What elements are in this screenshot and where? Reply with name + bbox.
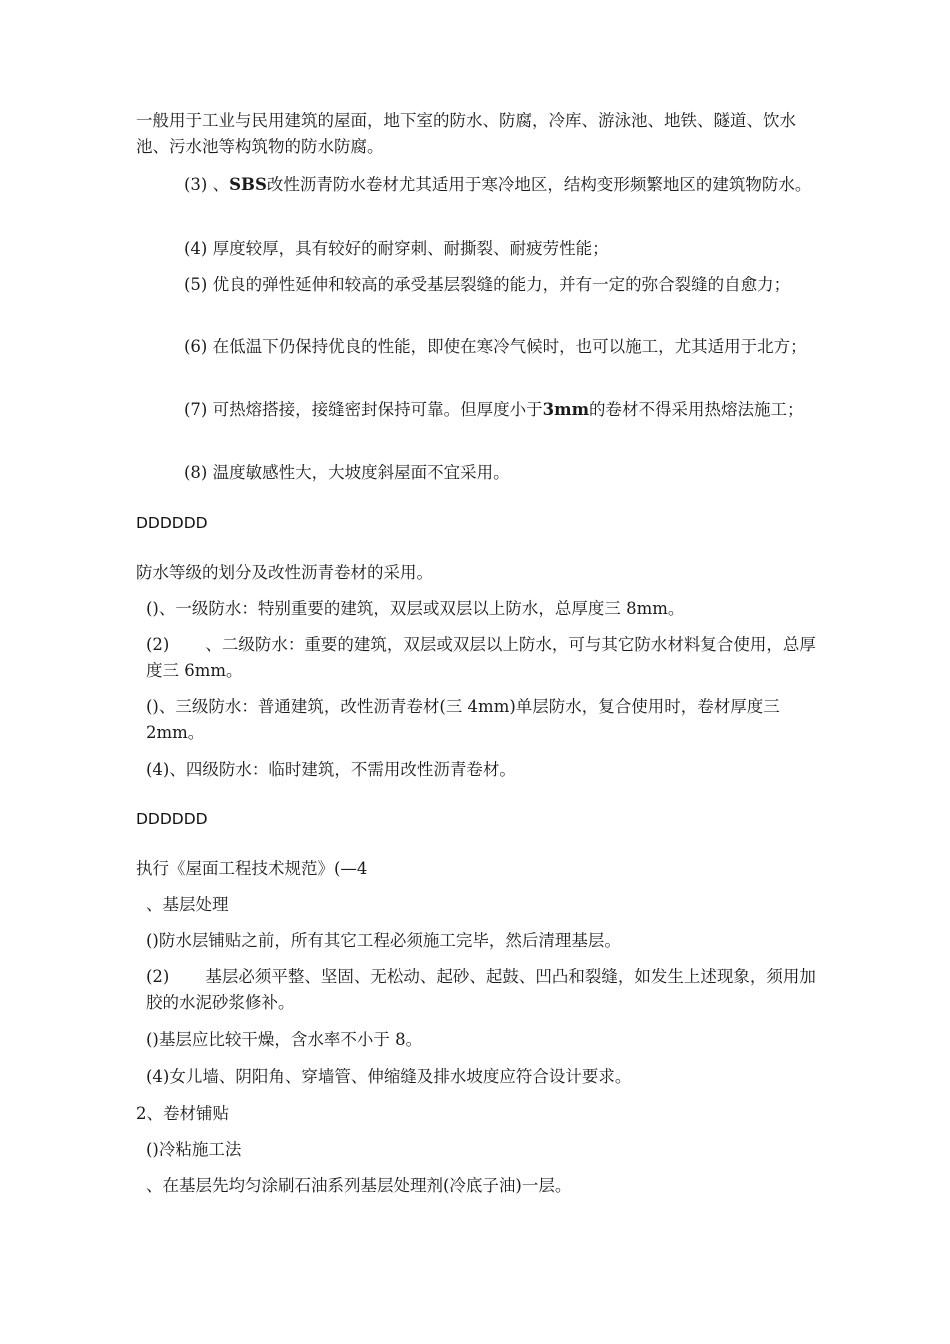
paragraph-usage: 一般用于工业与民用建筑的屋面，地下室的防水、防腐，冷库、游泳池、地铁、隧道、饮水池、污水池等构筑物的防水防腐。: [136, 111, 796, 156]
base-item-4: (4)女儿墙、阴阳角、穿墙管、伸缩缝及排水坡度应符合设计要求。: [146, 1067, 632, 1086]
item-7-bold: 3mm: [542, 400, 590, 419]
grade-level-2-num: (2): [146, 635, 170, 654]
base-item-2-num: (2): [146, 967, 170, 986]
grade-level-2: [146, 632, 816, 684]
base-item-1: ()防水层铺贴之前，所有其它工程必须施工完毕，然后清理基层。: [146, 931, 621, 950]
grade-level-4: (4)、四级防水：临时建筑，不需用改性沥青卷材。: [146, 760, 516, 779]
base-item-2-text: 基层必须平整、坚固、无松动、起砂、起鼓、凹凸和裂缝，如发生上述现象，须用加胶的水泥砂浆修补。: [146, 967, 816, 1012]
roll-laying-title: 2、卷材铺贴: [136, 1104, 229, 1123]
item-3-bold: SBS: [229, 175, 267, 194]
grade-level-1: ()、一级防水：特别重要的建筑，双层或双层以上防水，总厚度三 8mm。: [146, 599, 685, 618]
cold-method-title: ()冷粘施工法: [146, 1140, 242, 1159]
item-4: (4) 厚度较厚，具有较好的耐穿刺、耐撕裂、耐疲劳性能；: [184, 239, 609, 258]
item-3-prefix: (3) 、: [184, 175, 230, 194]
item-7-a: (7) 可热熔搭接，接缝密封保持可靠。但厚度小于: [184, 400, 543, 419]
base-treatment-title: 、基层处理: [146, 895, 229, 914]
base-item-3: ()基层应比较干燥，含水率不小于 8。: [146, 1030, 423, 1049]
grade-level-2-text: 、二级防水：重要的建筑，双层或双层以上防水，可与其它防水材料复合使用，总厚度三 6mm。: [146, 635, 816, 680]
item-7: [136, 397, 816, 423]
section-heading-2: DDDDDD: [136, 810, 208, 828]
item-3: [136, 172, 816, 198]
item-3-rest: 改性沥青防水卷材尤其适用于寒冷地区，结构变形频繁地区的建筑物防水。: [266, 175, 812, 194]
spec-reference: 执行《屋面工程技术规范》(—4: [136, 859, 368, 878]
grade-intro: 防水等级的划分及改性沥青卷材的采用。: [136, 563, 433, 582]
grade-level-3: ()、三级防水：普通建筑，改性沥青卷材(三 4mm)单层防水，复合使用时，卷材厚度三 2mm。: [146, 697, 780, 742]
item-7-b: 的卷材不得采用热熔法施工；: [589, 400, 804, 419]
cold-method-step-1: 、在基层先均匀涂刷石油系列基层处理剂(冷底子油)一层。: [146, 1176, 572, 1195]
section-heading-1: DDDDDD: [136, 514, 208, 532]
base-item-2: [146, 964, 816, 1016]
item-5: (5) 优良的弹性延伸和较高的承受基层裂缝的能力，并有一定的弥合裂缝的自愈力；: [184, 275, 791, 294]
item-6: (6) 在低温下仍保持优良的性能，即使在寒冷气候时，也可以施工，尤其适用于北方；: [184, 337, 807, 356]
item-8: (8) 温度敏感性大，大坡度斜屋面不宜采用。: [184, 463, 510, 482]
